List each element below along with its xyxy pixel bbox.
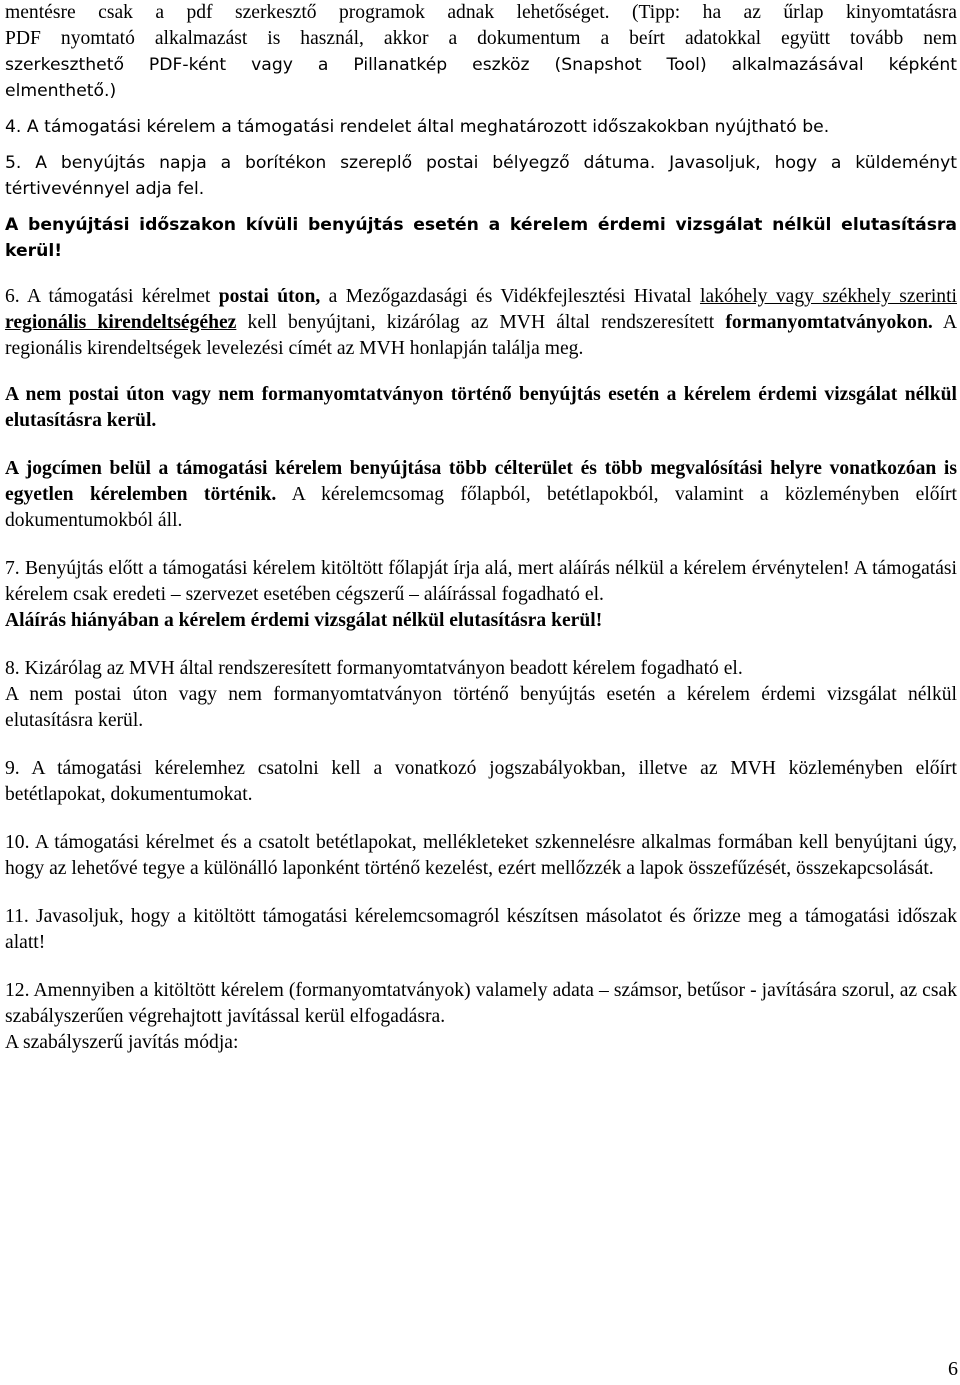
item-6-bold-postal: postai úton, [218, 286, 321, 307]
item-6 [5, 284, 957, 362]
item-12 [5, 978, 957, 1056]
paragraph-pdf-tip [5, 0, 957, 104]
item-10: 10. A támogatási kérelmet és a csatolt betétlapokat, mellékleteket szkennelésre alkalmas formában kell benyújtani úgy, hogy az lehetővé tegye a különálló laponként történő kezelést, ezért mellőzzék a lapok összefűzését, összekapcsolását. [5, 832, 957, 879]
application-package-text: A kérelemcsomag főlapból, betétlapokból, valamint a közleményben előírt dokumentumokból áll. [5, 484, 957, 531]
item-7 [5, 556, 957, 634]
item-6-bold-regional-office: regionális kirendeltségéhez [5, 312, 237, 333]
item-6-text-2: a Mezőgazdasági és Vidékfejlesztési Hivatal [320, 286, 700, 307]
item-6-underline-residence: lakóhely vagy székhely szerinti [699, 286, 957, 307]
item-5-warning: A benyújtási időszakon kívüli benyújtás esetén a kérelem érdemi vizsgálat nélkül elutasításra kerül! [5, 215, 957, 261]
item-6-text-1: 6. A támogatási kérelmet [5, 286, 219, 307]
item-11: 11. Javasoljuk, hogy a kitöltött támogatási kérelemcsomagról készítsen másolatot és őrizze meg a támogatási időszak alatt! [5, 906, 957, 953]
item-12-correction-heading: A szabályszerű javítás módja: [5, 1032, 239, 1053]
item-7-warning: Aláírás hiányában a kérelem érdemi vizsgálat nélkül elutasításra kerül! [5, 610, 603, 631]
document-page [5, 0, 957, 1056]
item-8-text-1: 8. Kizárólag az MVH által rendszeresített formanyomtatványon beadott kérelem fogadható el. [5, 658, 743, 679]
item-4: 4. A támogatási kérelem a támogatási rendelet által meghatározott időszakokban nyújtható be. [5, 117, 830, 137]
item-6-bold-forms: formanyomtatványokon. [725, 312, 933, 333]
item-12-text: 12. Amennyiben a kitöltött kérelem (formanyomtatványok) valamely adata – számsor, betűsor - javítására szorul, az csak szabályszerűen végrehajtott javítással kerül elfogadásra. [5, 980, 957, 1027]
item-9: 9. A támogatási kérelemhez csatolni kell a vonatkozó jogszabályokban, illetve az MVH közleményben előírt betétlapokat, dokumentumokat. [5, 758, 957, 805]
item-8 [5, 656, 957, 734]
item-7-text: 7. Benyújtás előtt a támogatási kérelem kitöltött főlapját írja alá, mert aláírás nélkül a kérelem érvénytelen! A támogatási kérelem csak eredeti – szervezet esetében cégszerű – aláírással fogadható el. [5, 558, 957, 605]
item-6-text-4: kell benyújtani, kizárólag az MVH által rendszeresített [236, 312, 726, 333]
item-5: 5. A benyújtás napja a borítékon szereplő postai bélyegző dátuma. Javasoljuk, hogy a küldeményt tértivevénnyel adja fel. [5, 153, 957, 199]
application-package-bold: A jogcímen belül a támogatási kérelem benyújtása több célterület és több megvalósítási helyre vonatkozóan is egyetlen kérelemben történik. [5, 458, 957, 505]
item-6-warning: A nem postai úton vagy nem formanyomtatványon történő benyújtás esetén a kérelem érdemi vizsgálat nélkül elutasításra kerül. [5, 384, 957, 431]
tip-line-1: mentésre csak a pdf szerkesztő programok adnak lehetőséget. (Tipp: ha az űrlap kinyomtatásra [5, 2, 957, 23]
page-number: 6 [948, 1358, 958, 1380]
item-8-text-2: A nem postai úton vagy nem formanyomtatványon történő benyújtás esetén a kérelem érdemi vizsgálat nélkül elutasításra kerül. [5, 684, 957, 731]
item-6-application-package [5, 456, 957, 534]
tip-line-3: szerkeszthető PDF-ként vagy a Pillanatkép eszköz (Snapshot Tool) alkalmazásával képként [5, 55, 957, 75]
tip-line-4: elmenthető.) [5, 81, 117, 101]
item-6-text-5: A regionális kirendeltségek levelezési címét az MVH honlapján találja meg. [5, 312, 957, 359]
tip-line-2: PDF nyomtató alkalmazást is használ, akkor a dokumentum a beírt adatokkal együtt tovább nem [5, 28, 957, 49]
